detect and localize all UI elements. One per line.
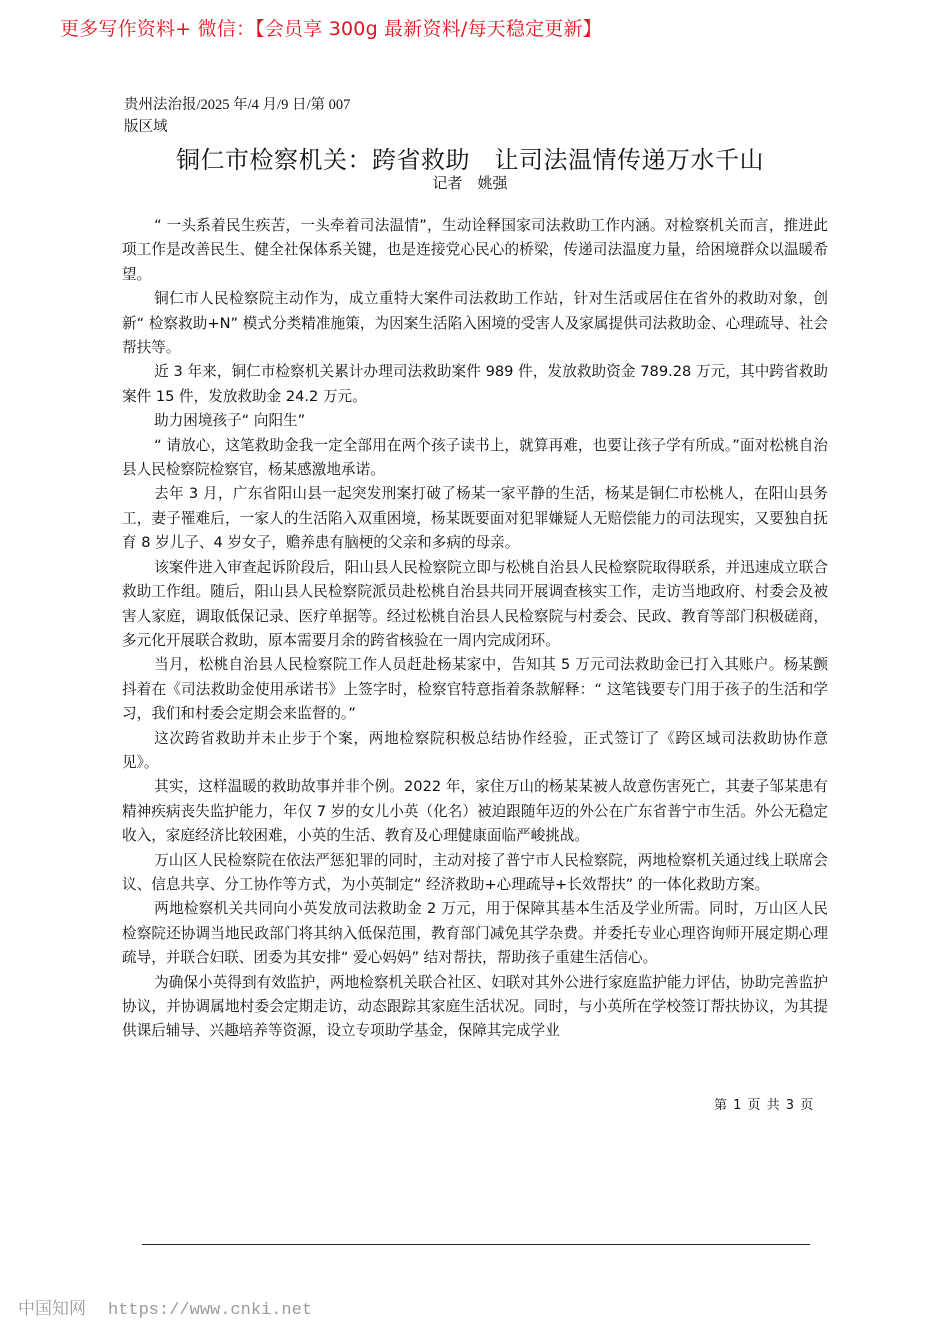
section-subheading: 助力困境孩子“ 向阳生”	[154, 412, 306, 430]
source-line-1: 贵州法治报/2025 年/4 月/9 日/第 007	[124, 97, 351, 113]
paragraph: “ 一头系着民生疾苦，一头牵着司法温情”，生动诠释国家司法救助工作内涵。对检察机关而言，推进此项工作是改善民生、健全社保体系关键，也是连接党心民心的桥梁，传递司法温度力量，给困境群众以温暖希望。	[122, 217, 828, 283]
article-body	[122, 214, 828, 1044]
paragraph: 去年 3 月，广东省阳山县一起突发刑案打破了杨某一家平静的生活，杨某是铜仁市松桃人，在阳山县务工，妻子罹难后，一家人的生活陷入双重困境，杨某既要面对犯罪嫌疑人无赔偿能力的司法现实，又要独自抚育 8 岁儿子、4 岁女子，赡养患有脑梗的父亲和多病的母亲。	[122, 485, 828, 552]
paragraph: 两地检察机关共同向小英发放司法救助金 2 万元，用于保障其基本生活及学业所需。同时，万山区人民检察院还协调当地民政部门将其纳入低保范围，教育部门减免其学杂费。并委托专业心理咨询师开展定期心理疏导，并联合妇联、团委为其安排“ 爱心妈妈” 结对帮扶，帮助孩子重建生活信心。	[122, 900, 828, 967]
paragraph: 近 3 年来，铜仁市检察机关累计办理司法救助案件 989 件，发放救助资金 789.28 万元，其中跨省救助案件 15 件，发放救助金 24.2 万元。	[122, 363, 828, 405]
source-info	[124, 94, 424, 138]
paragraph: 其实，这样温暖的救助故事并非个例。2022 年，家住万山的杨某某被人故意伤害死亡，其妻子邹某患有精神疾病丧失监护能力，年仅 7 岁的女儿小英（化名）被迫跟随年迈的外公在广东省普宁市生活。外公无稳定收入，家庭经济比较困难，小英的生活、教育及心理健康面临严峻挑战。	[122, 778, 828, 845]
watermark	[18, 1294, 312, 1320]
article-byline: 记者 姚强	[432, 174, 508, 192]
article-title: 铜仁市检察机关：跨省救助 让司法温情传递万水千山	[176, 146, 764, 174]
paragraph: 铜仁市人民检察院主动作为，成立重特大案件司法救助工作站，针对生活或居住在省外的救助对象，创新“ 检察救助+N” 模式分类精准施策，为因案生活陷入困境的受害人及家属提供司法救助金、心理疏导、社会帮扶等。	[122, 290, 828, 357]
promo-banner: 更多写作资料+ 微信：【会员享 300g 最新资料/每天稳定更新】	[60, 18, 602, 40]
paragraph: 为确保小英得到有效监护，两地检察机关联合社区、妇联对其外公进行家庭监护能力评估，协助完善监护协议，并协调属地村委会定期走访，动态跟踪其家庭生活状况。同时，与小英所在学校签订帮扶协议，为其提供课后辅导、兴趣培养等资源，设立专项助学基金，保障其完成学业	[122, 973, 828, 1040]
page-indicator: 第 1 页 共 3 页	[714, 1098, 815, 1113]
footer-divider	[142, 1244, 810, 1245]
paragraph: 当月，松桃自治县人民检察院工作人员赶赴杨某家中，告知其 5 万元司法救助金已打入其账户。杨某颤抖着在《司法救助金使用承诺书》上签字时，检察官特意指着条款解释：“ 这笔钱要专门用于孩子的生活和学习，我们和村委会定期会来监督的。”	[122, 656, 828, 723]
watermark-url: https://www.cnki.net	[108, 1301, 313, 1320]
paragraph: 该案件进入审查起诉阶段后，阳山县人民检察院立即与松桃自治县人民检察院取得联系，并迅速成立联合救助工作组。随后，阳山县人民检察院派员赴松桃自治县共同开展调查核实工作，走访当地政府、村委会及被害人家庭，调取低保记录、医疗单据等。经过松桃自治县人民检察院与村委会、民政、教育等部门积极磋商，多元化开展联合救助，原本需要月余的跨省核验在一周内完成闭环。	[122, 558, 828, 649]
paragraph: 这次跨省救助并未止步于个案，两地检察院积极总结协作经验，正式签订了《跨区域司法救助协作意见》。	[122, 729, 828, 771]
source-line-2: 版区域	[124, 119, 168, 135]
paragraph: 万山区人民检察院在依法严惩犯罪的同时，主动对接了普宁市人民检察院，两地检察机关通过线上联席会议、信息共享、分工协作等方式，为小英制定“ 经济救助+心理疏导+长效帮扶” 的一体化救助方案。	[122, 851, 828, 893]
paragraph: “ 请放心，这笔救助金我一定全部用在两个孩子读书上，就算再难，也要让孩子学有所成。”面对松桃自治县人民检察院检察官，杨某感激地承诺。	[122, 436, 828, 479]
watermark-site-name: 中国知网	[18, 1299, 86, 1319]
